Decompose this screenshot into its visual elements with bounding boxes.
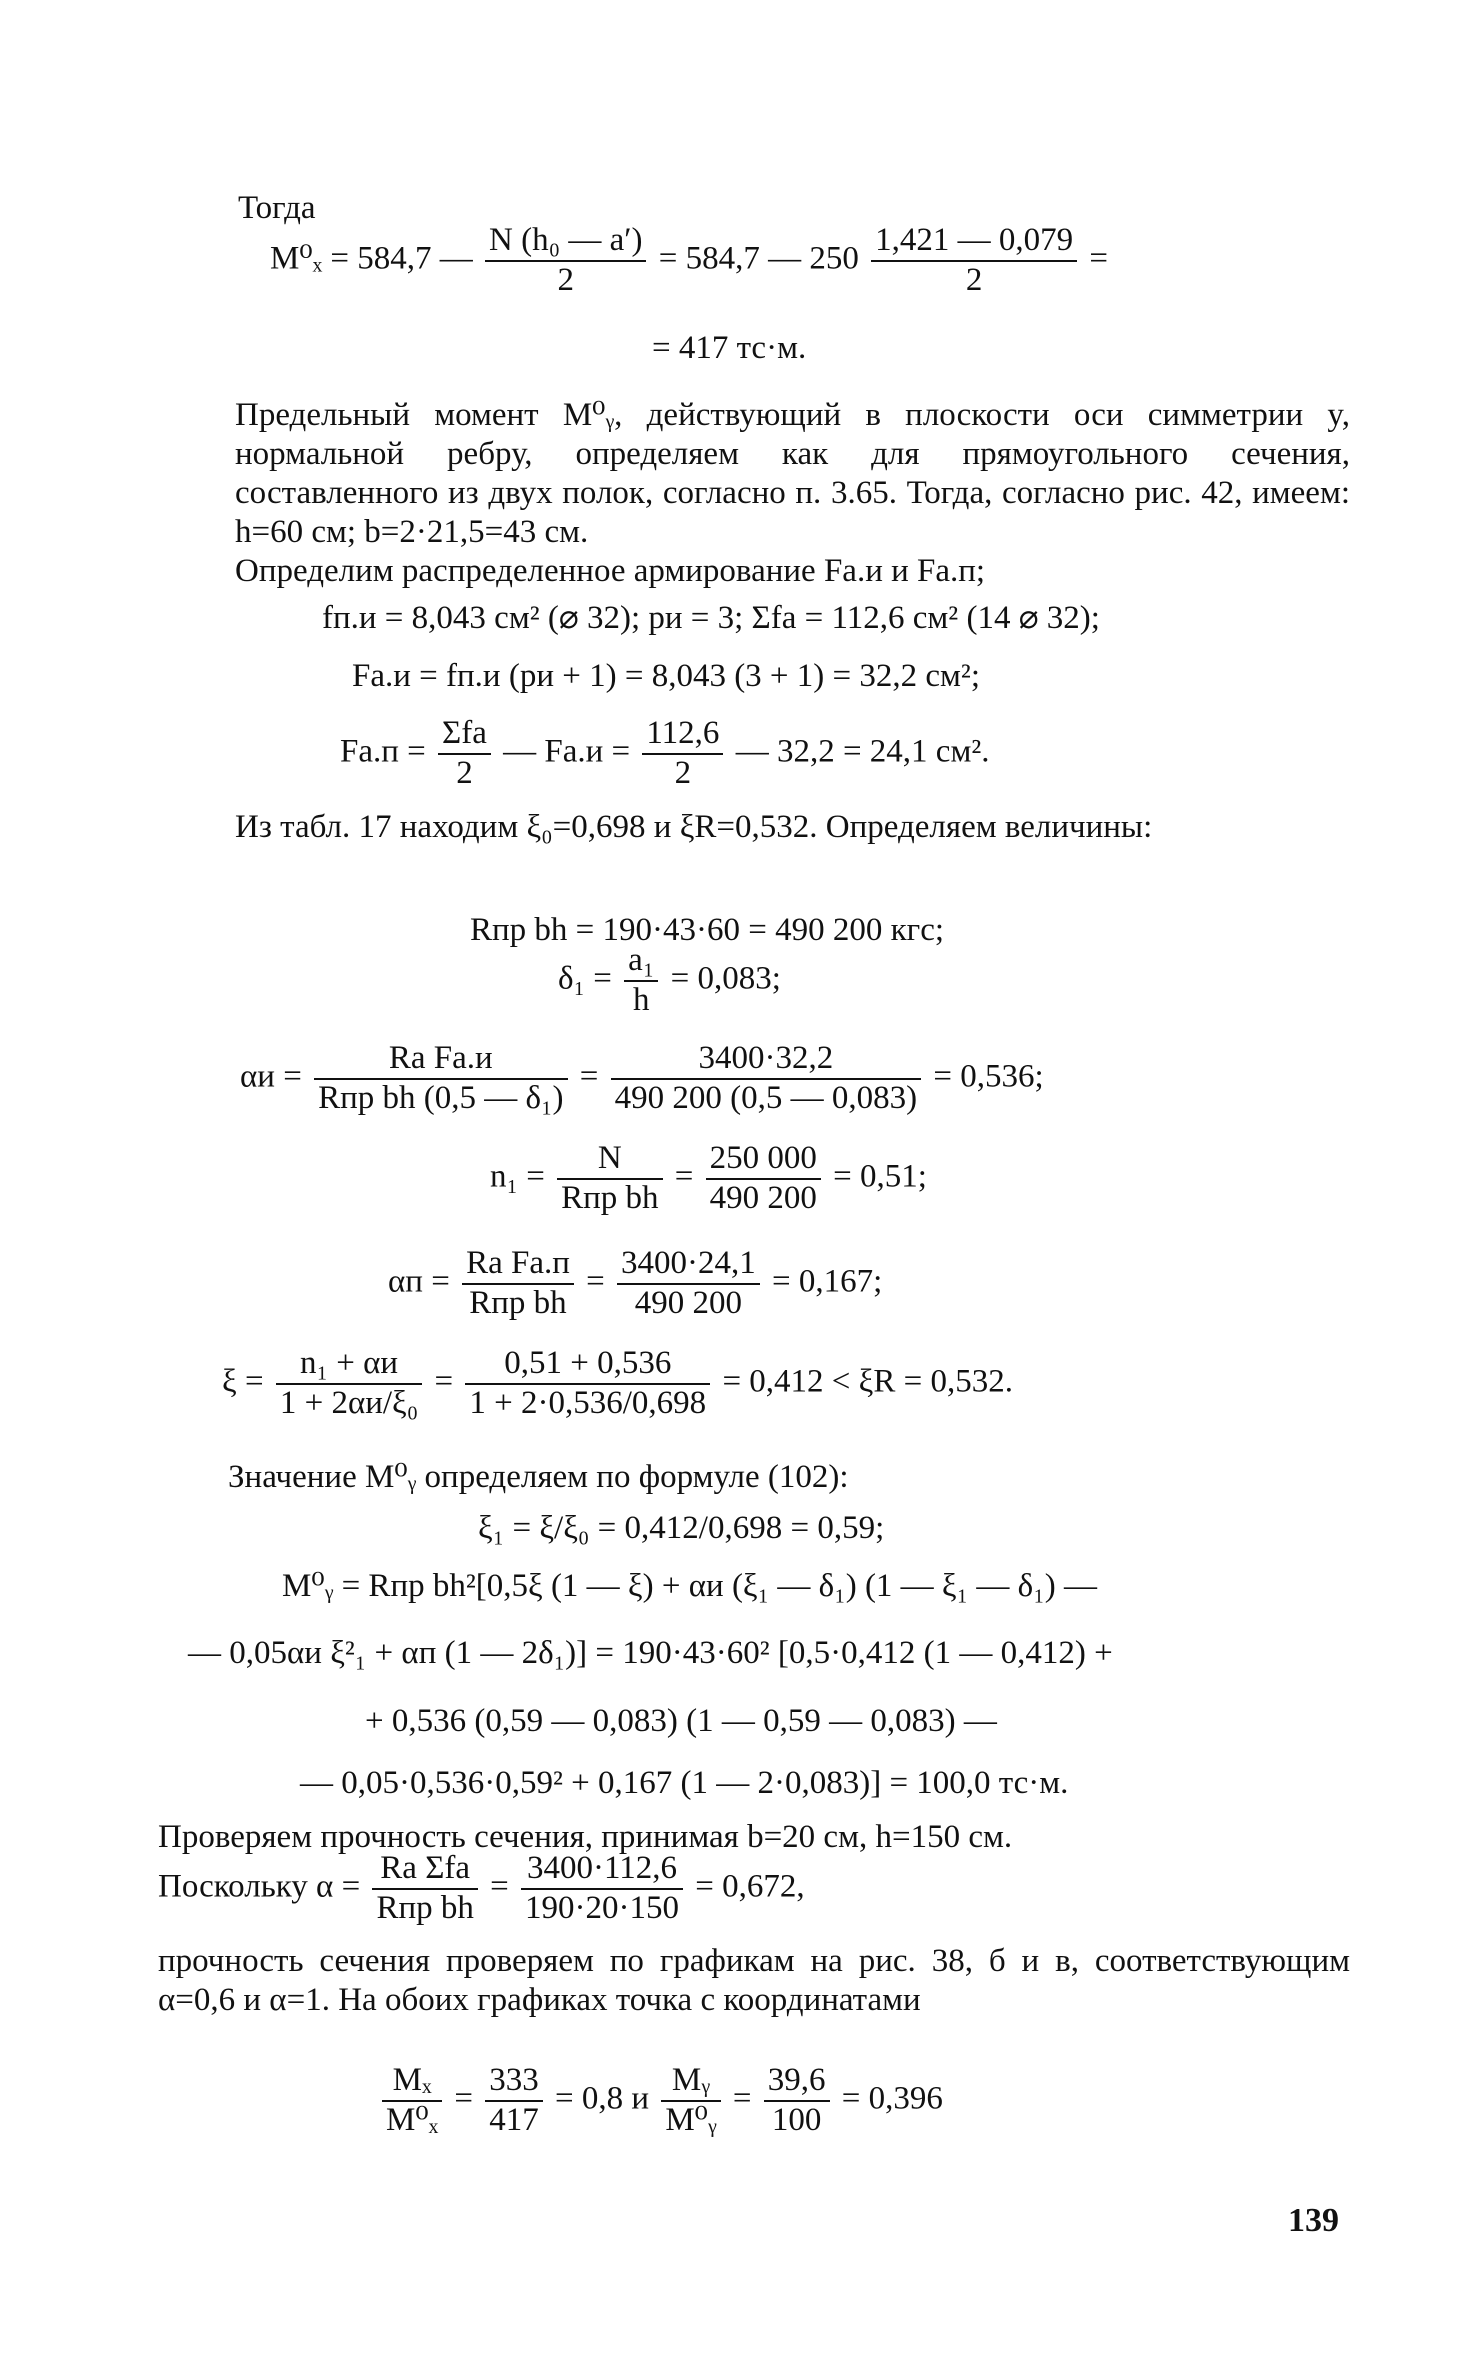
- equation-f3: Fа.п = $\frac{\text{Σfа}}{2}$ — Fа.и = $\frac{112,6}{2}$ — 32,2 = 24,1 см².: [340, 715, 990, 791]
- equation-alpha-i: αи = $\frac{\text{Rа Fа.и}}{\text{Rпр bh (0,5 — δ₁)}}$ = $\frac{3400\cdot 32,2}{490 200 (0,5 — 0,083)}$ = 0,536;: [240, 1040, 1044, 1116]
- eq-n1-fraction-2: $\frac{250 000}{490 200}$: [706, 1140, 821, 1218]
- equation-alpha-p: αп = $\frac{\text{Rа Fа.п}}{\text{Rпр bh}}$ = $\frac{3400\cdot 24,1}{490 200}$ = 0,167;: [388, 1245, 883, 1321]
- eq-mx-result: = 417 тс·м.: [652, 330, 807, 366]
- equation-my-line-3: + 0,536 (0,59 — 0,083) (1 — 0,59 — 0,083) —: [365, 1703, 997, 1739]
- eq-mx-fraction-2: $\frac{1,421 — 0,079}{2}$: [871, 222, 1077, 300]
- equation-f2: Fа.и = fп.и (pи + 1) = 8,043 (3 + 1) = 32,2 см²;: [352, 658, 980, 694]
- eq-final-fraction-2: $\frac{333}{417}$: [485, 2062, 543, 2140]
- page-number: 139: [1288, 2202, 1339, 2239]
- eq-alpha-i-fraction-2: $\frac{3400\cdot 32,2}{490 200 (0,5 — 0,083)}$: [611, 1040, 921, 1118]
- equation-f1: fп.и = 8,043 см² (⌀ 32); pи = 3; Σfа = 112,6 см² (14 ⌀ 32);: [322, 600, 1100, 636]
- equation-final: $\frac{\text{Mₓ}}{\text{M⁰ₓ}}$ = $\frac{333}{417}$ = 0,8 и $\frac{\text{Mᵧ}}{\text{M⁰ᵧ}}$ = $\frac{39,6}{100}$ = 0,396: [378, 2062, 943, 2140]
- eq-final-fraction-3: $\frac{\text{Mᵧ}}{\text{M⁰ᵧ}}$: [661, 2062, 720, 2140]
- paragraph-3: Из табл. 17 находим ξ₀=0,698 и ξR=0,532. Определяем величины:: [235, 809, 1153, 845]
- eq-xi-fraction-2: $\frac{0,51 + 0,536}{1 + 2\cdot 0,536/0,698}$: [465, 1345, 710, 1423]
- paragraph-5: Проверяем прочность сечения, принимая b=20 см, h=150 см.: [158, 1819, 1013, 1855]
- paragraph-6: прочность сечения проверяем по графикам на рис. 38, б и в, соответствующим α=0,6 и α=1. На обоих графиках точка с координатами: [158, 1943, 1350, 2018]
- paragraph-2: Определим распределенное армирование Fа.и и Fа.п;: [235, 553, 986, 589]
- eq-mx-fraction-1: $\frac{\text{N (h₀ — a′)}}{2}$: [485, 222, 646, 300]
- paragraph-4: Значение M⁰ᵧ определяем по формуле (102):: [228, 1459, 849, 1495]
- eq-n1-fraction-1: $\frac{N}{\text{Rпр bh}}$: [557, 1140, 662, 1218]
- equation-xi1: ξ₁ = ξ/ξ₀ = 0,412/0,698 = 0,59;: [478, 1510, 885, 1546]
- equation-alpha: Поскольку α = $\frac{\text{Rа Σfа}}{\text{Rпр bh}}$ = $\frac{3400\cdot 112,6}{190\cdot 20\cdot 150}$ = 0,672,: [158, 1850, 805, 1926]
- equation-delta: δ₁ = $\frac{\text{a₁}}{h}$ = 0,083;: [558, 942, 781, 1018]
- eq-alpha-i-fraction-1: $\frac{\text{Rа Fа.и}}{\text{Rпр bh (0,5 — δ₁)}}$: [314, 1040, 567, 1118]
- eq-alpha-fraction-1: $\frac{\text{Rа Σfа}}{\text{Rпр bh}}$: [372, 1850, 477, 1928]
- equation-xi: ξ = $\frac{\text{n₁ + αи}}{\text{1 + 2αи/ξ₀}}$ = $\frac{0,51 + 0,536}{1 + 2\cdot 0,536/0,698}$ = 0,412 < ξR = 0,532.: [222, 1345, 1013, 1421]
- eq-alpha-p-fraction-1: $\frac{\text{Rа Fа.п}}{\text{Rпр bh}}$: [462, 1245, 574, 1323]
- eq-alpha-fraction-2: $\frac{3400\cdot 112,6}{190\cdot 20\cdot 150}$: [521, 1850, 683, 1928]
- equation-my-line-4: — 0,05·0,536·0,59² + 0,167 (1 — 2·0,083)] = 100,0 тс·м.: [300, 1765, 1069, 1801]
- paragraph-1: Предельный момент M⁰ᵧ, действующий в плоскости оси симметрии y, нормальной ребру, определяем как для прямоугольного сечения, составленного из двух полок, согласно п. 3.65. Тогда, согласно рис. 42, имеем: h=60 см; b=2·21,5=43 см.: [235, 397, 1350, 550]
- equation-mx: [270, 222, 1108, 300]
- eq-delta-fraction: $\frac{\text{a₁}}{h}$: [624, 942, 658, 1020]
- equation-my-line-1: M⁰ᵧ = Rпр bh²[0,5ξ (1 — ξ) + αи (ξ₁ — δ₁) (1 — ξ₁ — δ₁) —: [282, 1568, 1097, 1604]
- equation-n1: n₁ = $\frac{N}{\text{Rпр bh}}$ = $\frac{250 000}{490 200}$ = 0,51;: [490, 1140, 927, 1216]
- eq-f3-fraction-1: $\frac{\text{Σfа}}{2}$: [438, 715, 491, 793]
- eq-alpha-p-fraction-2: $\frac{3400\cdot 24,1}{490 200}$: [617, 1245, 760, 1323]
- eq-mx-mid: = 584,7 — 250: [658, 240, 859, 277]
- eq-xi-fraction-1: $\frac{\text{n₁ + αи}}{\text{1 + 2αи/ξ₀}}$: [276, 1345, 422, 1423]
- intro-word: Тогда: [238, 190, 316, 226]
- equation-my-line-2: — 0,05αи ξ²₁ + αп (1 — 2δ₁)] = 190·43·60² [0,5·0,412 (1 — 0,412) +: [188, 1635, 1113, 1671]
- eq-f3-fraction-2: $\frac{112,6}{2}$: [642, 715, 723, 793]
- eq-final-fraction-1: $\frac{\text{Mₓ}}{\text{M⁰ₓ}}$: [382, 2062, 442, 2140]
- eq-final-fraction-4: $\frac{39,6}{100}$: [764, 2062, 830, 2140]
- equation-rbh: Rпр bh = 190·43·60 = 490 200 кгс;: [470, 912, 945, 948]
- eq-mx-lhs: M⁰ₓ = 584,7 —: [270, 240, 473, 277]
- eq-mx-end: =: [1089, 240, 1108, 277]
